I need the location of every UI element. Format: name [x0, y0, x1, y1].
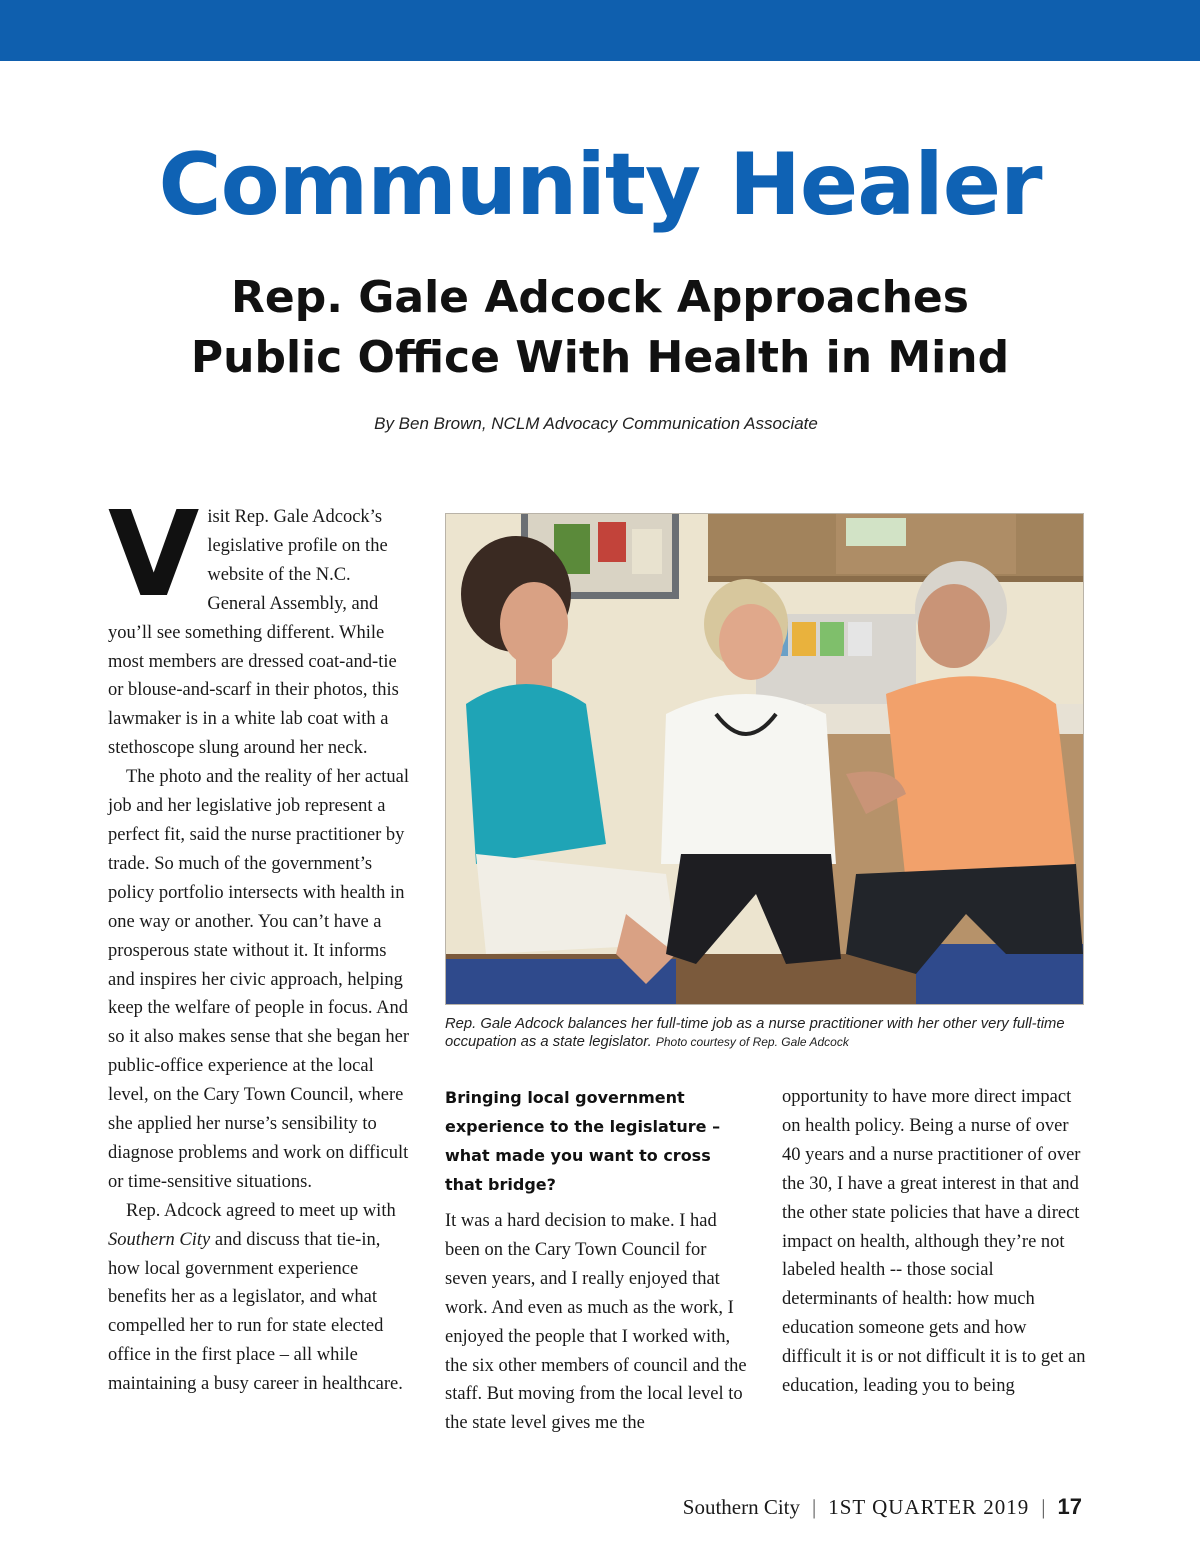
footer-separator: | [812, 1495, 817, 1519]
intro-paragraph-1-text: isit Rep. Gale Adcock’s legislative profile on the website of the N.C. General Assembly, and you’ll see something different. While most members are dressed coat-and-tie or blouse-and-scarf in their photos, this lawmaker is in a white lab coat with a stethoscope slung around her neck. [108, 507, 399, 759]
page-number: 17 [1057, 1494, 1082, 1519]
intro-paragraph-1 [108, 485, 413, 763]
article-photo [445, 513, 1084, 1005]
interview-answer-part-1: It was a hard decision to make. I had been on the Cary Town Council for seven years, and I really enjoyed that work. And even as much as the work, I enjoyed the people that I worked with, the six other members of council and the staff. But moving from the local level to the state level gives me the [445, 1211, 747, 1434]
subhead-line-1: Rep. Gale Adcock Approaches [231, 272, 969, 323]
caption-text: Rep. Gale Adcock balances her full-time job as a nurse practitioner with her other very full-time occupation as a state legislator. [445, 1016, 1065, 1050]
interview-answer-part-2: opportunity to have more direct impact on health policy. Being a nurse of over 40 years and a nurse practitioner of over the 30, I have a great interest in that and the other state policies that have a direct impact on health, although they’re not labeled health -- those social determinants of health: how much education someone gets and how difficult it is or not difficult it is to get an education, leading you to being [782, 1087, 1086, 1397]
intro-paragraph-2: The photo and the reality of her actual job and her legislative job represent a perfect fit, said the nurse practitioner by trade. So much of the government’s policy portfolio intersects with health in one way or another. You can’t have a prosperous state without it. It informs and inspires her civic approach, helping keep the welfare of people in focus. And so it also makes sense that she began her public-office experience at the local level, on the Cary Town Council, where she applied her nurse’s sensibility to diagnose problems and work on difficult or time-sensitive situations. [108, 767, 410, 1192]
headline: Community Healer [158, 135, 1042, 235]
byline: By Ben Brown, NCLM Advocacy Communication Associate [374, 414, 818, 433]
photo-caption [445, 1016, 1085, 1051]
intro-column [108, 485, 413, 1399]
top-color-bar [0, 0, 1200, 61]
page-footer [683, 1494, 1082, 1520]
footer-publication: Southern City [682, 1495, 801, 1519]
subheadline [100, 268, 1100, 388]
interview-column-2 [782, 1083, 1087, 1401]
drop-cap: V [108, 485, 200, 623]
photo-credit: Photo courtesy of Rep. Gale Adcock [655, 1034, 849, 1049]
interview-column-1 [445, 1083, 750, 1438]
publication-name-italic: Southern City [108, 1229, 211, 1250]
subhead-line-2: Public Office With Health in Mind [190, 332, 1010, 383]
footer-issue: 1ST QUARTER 2019 [828, 1495, 1030, 1519]
intro-paragraph-3 [108, 1197, 413, 1399]
intro-paragraph-3-end: and discuss that tie-in, how local government experience benefits her as a legislator, and what compelled her to run for state elected office in the first place – all while maintaining a busy career in healthcare. [108, 1229, 403, 1395]
interview-question: Bringing local government experience to the legislature – what made you want to cross that bridge? [445, 1088, 721, 1194]
intro-paragraph-3-start: Rep. Adcock agreed to meet up with [126, 1200, 396, 1221]
footer-separator: | [1041, 1495, 1046, 1519]
photo-icon [446, 514, 1083, 1004]
